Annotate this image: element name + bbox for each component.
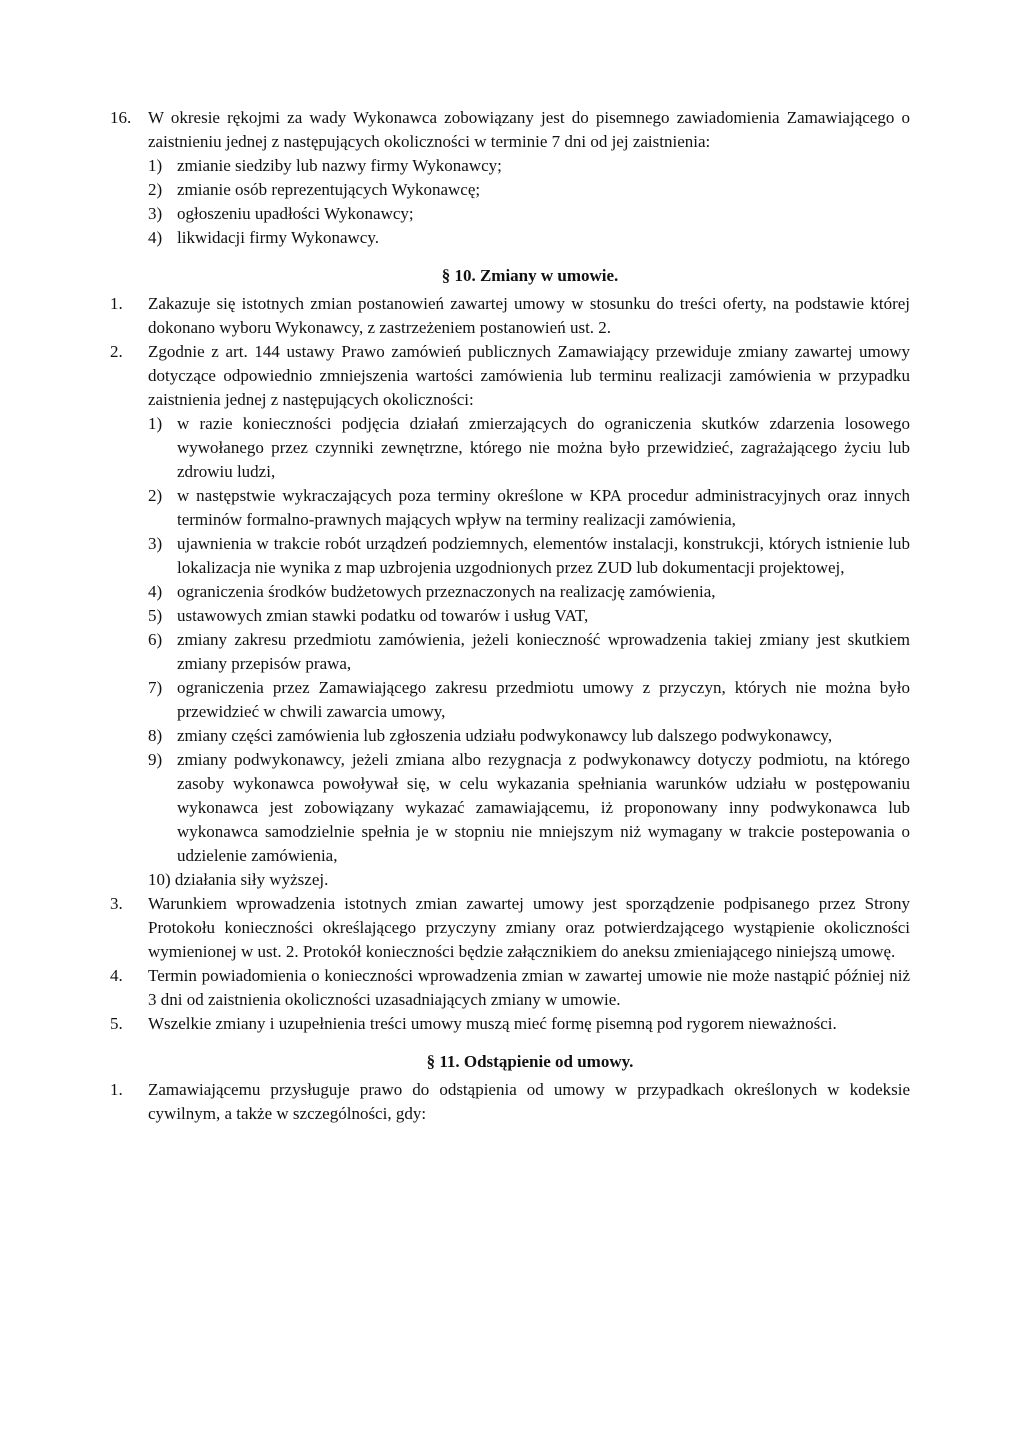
clause-3 [110, 892, 910, 964]
clause-text: W okresie rękojmi za wady Wykonawca zobowiązany jest do pisemnego zawiadomienia Zamawiającego o zaistnieniu jednej z następujących okoliczności w terminie 7 dni od jej zaistnienia: [148, 108, 910, 151]
clause-number: 4. [110, 966, 123, 985]
list-item [148, 532, 910, 580]
list-item-number: 8) [148, 726, 163, 745]
list-item-text: zmianie osób reprezentujących Wykonawcę; [177, 180, 481, 199]
list-item [148, 178, 910, 202]
list-item-text: działania siły wyższej. [174, 870, 329, 889]
list-item-number: 6) [148, 630, 163, 649]
list-item-number: 3) [148, 204, 163, 223]
list-item-text: ujawnienia w trakcie robót urządzeń podziemnych, elementów instalacji, konstrukcji, których istnienie lub lokalizacja nie wynika z map uzbrojenia uzgodnionych przez ZUD lub dokumentacji projektowej, [177, 534, 910, 577]
clause-text: Zgodnie z art. 144 ustawy Prawo zamówień publicznych Zamawiający przewiduje zmiany zawartej umowy dotyczące odpowiednio zmniejszenia wartości zamówienia lub terminu realizacji zamówienia w przypadku zaistnienia jednej z następujących okoliczności: [148, 342, 910, 409]
clause-number: 5. [110, 1014, 123, 1033]
clause-text: Termin powiadomienia o konieczności wprowadzenia zmian w zawartej umowie nie może nastąpić później niż 3 dni od zaistnienia okoliczności uzasadniających zmiany w umowie. [148, 966, 910, 1009]
list-item-text: w razie konieczności podjęcia działań zmierzających do ograniczenia skutków zdarzenia losowego wywołanego przez czynniki zewnętrzne, którego nie można było przewidzieć, zagrażającego życiu lub zdrowiu ludzi, [177, 414, 910, 481]
list-item [148, 724, 910, 748]
list-item-number: 1) [148, 156, 163, 175]
list-item-number: 3) [148, 534, 163, 553]
list-item-number: 2) [148, 180, 163, 199]
clause-number: 1. [110, 1080, 123, 1099]
list-item [148, 604, 910, 628]
clause-number: 2. [110, 342, 123, 361]
section-heading-10: § 10. Zmiany w umowie. [441, 266, 619, 285]
clause-2 [110, 340, 910, 412]
clause-4 [110, 964, 910, 1012]
list-item-text: zmiany podwykonawcy, jeżeli zmiana albo rezygnacja z podwykonawcy dotyczy podmiotu, na którego zasoby wykonawca powoływał się, w celu wykazania spełniania warunków udziału w postępowaniu wykonawca jest zobowiązany wykazać zamawiającemu, iż proponowany inny podwykonawca lub wykonawca samodzielnie spełnia je w stopniu nie mniejszym niż wymagany w trakcie postepowania o udzielenie zamówienia, [177, 750, 910, 865]
section-heading-11: § 11. Odstąpienie od umowy. [426, 1052, 634, 1071]
list-item-number: 2) [148, 486, 163, 505]
list-item [148, 748, 910, 868]
list-item-text: ograniczenia środków budżetowych przeznaczonych na realizację zamówienia, [177, 582, 716, 601]
clause-1 [110, 1078, 910, 1126]
list-item [148, 580, 910, 604]
document-page [110, 106, 910, 1126]
clause-5 [110, 1012, 910, 1036]
clause-text: Warunkiem wprowadzenia istotnych zmian zawartej umowy jest sporządzenie podpisanego przez Strony Protokołu konieczności określającego przyczyny zmiany oraz potwierdzającego wystąpienie okoliczności wymienionej w ust. 2. Protokół konieczności będzie załącznikiem do aneksu zmieniającego niniejszą umowę. [148, 894, 910, 961]
list-item [148, 154, 910, 178]
list-item-text: w następstwie wykraczających poza terminy określone w KPA procedur administracyjnych oraz innych terminów formalno-prawnych mających wpływ na terminy realizacji zamówienia, [177, 486, 910, 529]
clause-number: 3. [110, 894, 123, 913]
list-item-text: likwidacji firmy Wykonawcy. [177, 228, 379, 247]
list-item-number: 10) [148, 870, 171, 889]
list-item-text: ogłoszeniu upadłości Wykonawcy; [177, 204, 414, 223]
list-item [148, 226, 910, 250]
clause-text: Zakazuje się istotnych zmian postanowień zawartej umowy w stosunku do treści oferty, na podstawie której dokonano wyboru Wykonawcy, z zastrzeżeniem postanowień ust. 2. [148, 294, 910, 337]
list-item-text: zmiany zakresu przedmiotu zamówienia, jeżeli konieczność wprowadzenia takiej zmiany jest skutkiem zmiany przepisów prawa, [177, 630, 910, 673]
list-item-text: zmianie siedziby lub nazwy firmy Wykonawcy; [177, 156, 502, 175]
list-item-number: 7) [148, 678, 163, 697]
list-item [148, 202, 910, 226]
list-item-number: 4) [148, 582, 163, 601]
list-item-text: ograniczenia przez Zamawiającego zakresu przedmiotu umowy z przyczyn, których nie można było przewidzieć w chwili zawarcia umowy, [177, 678, 910, 721]
list-item-number: 1) [148, 414, 163, 433]
clause-text: Wszelkie zmiany i uzupełnienia treści umowy muszą mieć formę pisemną pod rygorem nieważności. [148, 1014, 837, 1033]
list-item-text: ustawowych zmian stawki podatku od towarów i usług VAT, [177, 606, 589, 625]
list-item-number: 5) [148, 606, 163, 625]
list-item [148, 484, 910, 532]
clause-number: 16. [110, 108, 132, 127]
clause-number: 1. [110, 294, 123, 313]
list-item [148, 628, 910, 676]
list-item-text: zmiany części zamówienia lub zgłoszenia udziału podwykonawcy lub dalszego podwykonawcy, [177, 726, 833, 745]
clause-16 [110, 106, 910, 154]
list-item-number: 9) [148, 750, 163, 769]
clause-1 [110, 292, 910, 340]
list-item [148, 676, 910, 724]
list-item [148, 412, 910, 484]
clause-text: Zamawiającemu przysługuje prawo do odstąpienia od umowy w przypadkach określonych w kodeksie cywilnym, a także w szczególności, gdy: [148, 1080, 910, 1123]
list-item [148, 868, 910, 892]
list-item-number: 4) [148, 228, 163, 247]
